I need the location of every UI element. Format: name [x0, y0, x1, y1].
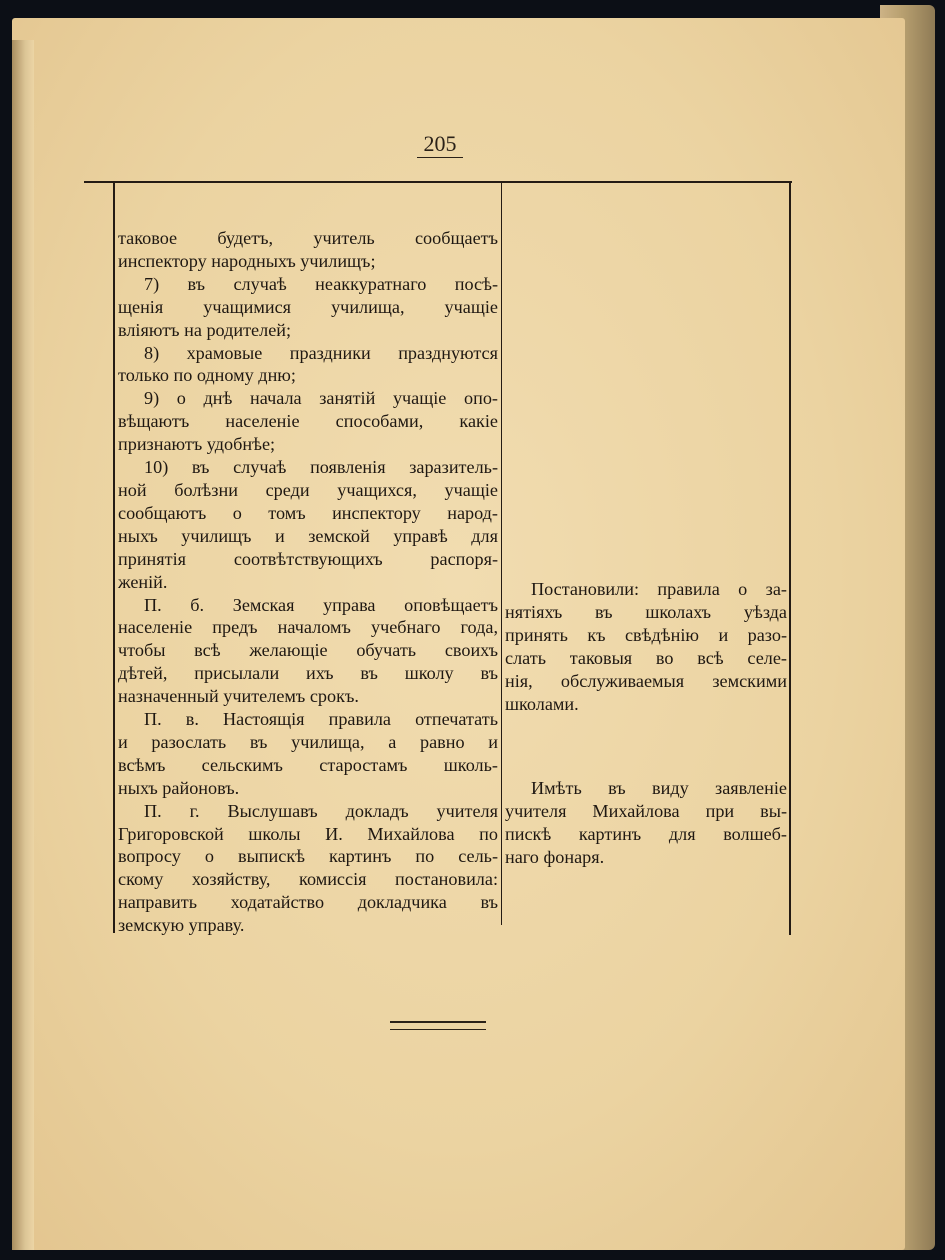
text-line: женій.: [118, 571, 168, 592]
resolution-pictures: [505, 777, 787, 869]
text-line: П. б. Земская управа оповѣщаетъ: [144, 594, 498, 615]
text-line: ныхъ районовъ.: [118, 777, 240, 798]
paragraph-item-7: [118, 273, 498, 342]
left-column-text: [118, 227, 498, 937]
text-line: таковое будетъ, учитель сообщаетъ: [118, 228, 498, 248]
text-line: ныхъ училищъ и земской управѣ для: [118, 525, 498, 546]
text-line: всѣмъ сельскимъ старостамъ школь-: [118, 754, 498, 775]
text-line: слать таковыя во всѣ селе-: [505, 647, 787, 668]
page-number-underline: [417, 157, 463, 158]
table-left-rule: [113, 183, 115, 933]
text-line: признаютъ удобнѣе;: [118, 434, 276, 455]
text-line: вопросу о выпискѣ картинъ по сель-: [118, 846, 498, 867]
resolution-rules: [505, 578, 787, 715]
paragraph-point-v: [118, 708, 498, 800]
text-line: 9) о днѣ начала занятій учащіе опо-: [144, 388, 498, 409]
text-line: чтобы всѣ желающіе обучать своихъ: [118, 640, 498, 661]
text-line: пискѣ картинъ для волшеб-: [505, 823, 787, 844]
text-line: учителя Михайлова при вы-: [505, 800, 787, 821]
text-line: 7) въ случаѣ неаккуратнаго посѣ-: [144, 273, 498, 294]
text-line: Имѣть въ виду заявленіе: [531, 778, 787, 798]
text-line: вліяютъ на родителей;: [118, 319, 292, 340]
text-line: назначенный учителемъ срокъ.: [118, 686, 359, 707]
text-line: наго фонаря.: [505, 846, 605, 867]
text-line: скому хозяйству, комиссія постановила:: [118, 869, 498, 890]
text-line: принять къ свѣдѣнію и разо-: [505, 624, 787, 645]
text-line: только по одному дню;: [118, 365, 296, 386]
paragraph-item-10: [118, 456, 498, 593]
paragraph-continuation: [118, 227, 498, 273]
text-line: нятіяхъ въ школахъ уѣзда: [505, 601, 787, 622]
text-line: 8) храмовые праздники празднуются: [144, 342, 498, 363]
table-top-rule: [84, 181, 792, 183]
table-right-rule: [789, 183, 791, 935]
paragraph-item-8: [118, 342, 498, 388]
text-line: Григоровской школы И. Михайлова по: [118, 823, 498, 844]
paragraph-point-b: [118, 594, 498, 709]
text-line: населеніе предъ началомъ учебнаго года,: [118, 617, 498, 638]
text-line: щенія учащимися училища, учащіе: [118, 296, 498, 317]
text-line: школами.: [505, 693, 579, 714]
end-ornament-rule: [390, 1021, 486, 1030]
text-line: Постановили: правила о за-: [531, 579, 787, 599]
text-line: 10) въ случаѣ появленія заразитель-: [144, 457, 498, 478]
text-line: и разослать въ училища, а равно и: [118, 731, 498, 752]
text-line: направить ходатайство докладчика въ: [118, 892, 498, 913]
text-line: нія, обслуживаемыя земскими: [505, 670, 787, 691]
paragraph-item-9: [118, 387, 498, 456]
text-line: принятія соотвѣтствующихъ распоря-: [118, 548, 498, 569]
resolution-paragraph: [505, 578, 787, 715]
text-line: дѣтей, присылали ихъ въ школу въ: [118, 663, 498, 684]
left-page-fold: [12, 40, 34, 1250]
text-line: ной болѣзни среди учащихся, учащіе: [118, 479, 498, 500]
paragraph-point-g: [118, 800, 498, 937]
resolution-paragraph: [505, 777, 787, 869]
table-middle-rule: [501, 183, 502, 925]
text-line: земскую управу.: [118, 915, 245, 936]
text-line: инспектору народныхъ училищъ;: [118, 250, 376, 271]
page-number: 205: [423, 131, 457, 156]
text-line: вѣщаютъ населеніе способами, какіе: [118, 411, 498, 432]
text-line: сообщаютъ о томъ инспектору народ-: [118, 502, 498, 523]
text-line: П. в. Настоящія правила отпечатать: [144, 709, 498, 730]
text-line: П. г. Выслушавъ докладъ учителя: [144, 800, 498, 821]
